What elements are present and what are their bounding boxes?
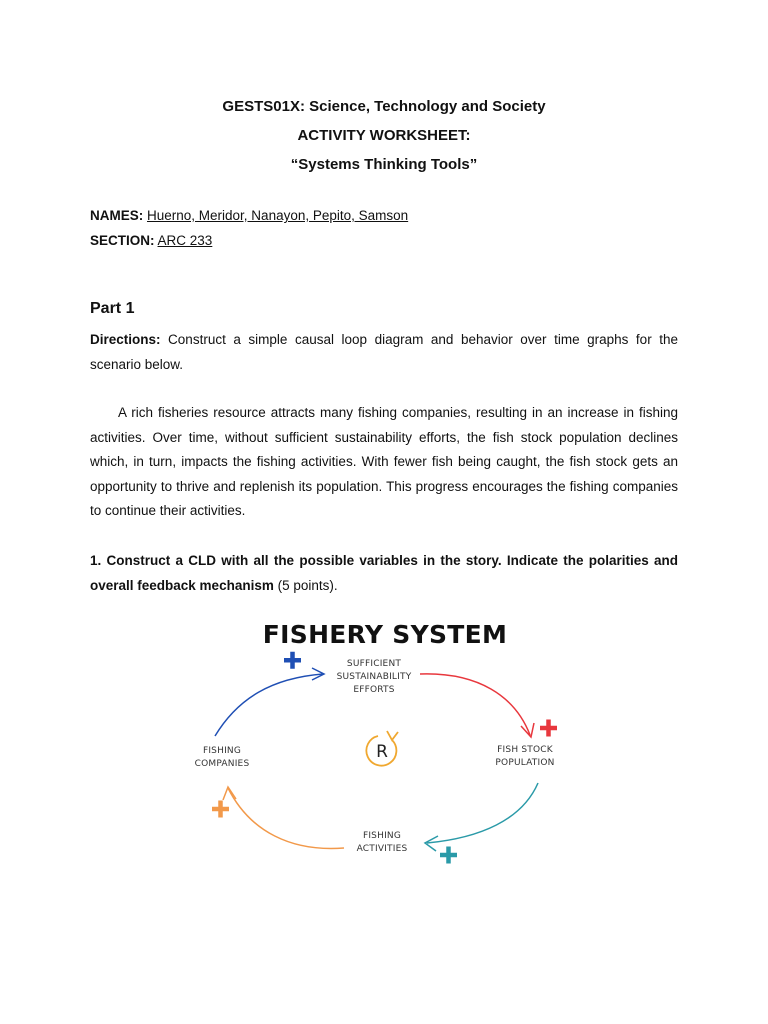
names-value: Huerno, Meridor, Nanayon, Pepito, Samson: [147, 208, 409, 223]
teal-arrow: [427, 783, 538, 843]
directions-label: Directions:: [90, 332, 161, 347]
topic-title: “Systems Thinking Tools”: [290, 156, 478, 173]
directions-text: Construct a simple causal loop diagram and behavior over time graphs for the scenario below.: [90, 332, 678, 372]
node-label: EFFORTS: [353, 685, 395, 695]
red-plus-icon: [540, 720, 557, 737]
node-label: FISHING: [202, 746, 242, 756]
names-label: NAMES:: [90, 208, 144, 223]
causal-loop-diagram: [160, 610, 610, 880]
orange-plus-icon: [212, 801, 229, 818]
orange-arrow: [228, 788, 344, 849]
question-points: (5 points).: [273, 577, 338, 593]
question-paragraph: [90, 549, 678, 598]
question-text: 1. Construct a CLD with all the possible variables in the story. Indicate the polarities and overall feedback mechanism: [90, 553, 678, 593]
node-fish-stock-population: [475, 744, 575, 770]
reinforcing-loop-icon: [366, 731, 398, 766]
worksheet-title: ACTIVITY WORKSHEET:: [297, 127, 471, 144]
node-label: SUFFICIENT: [346, 659, 402, 669]
node-label: SUSTAINABILITY: [336, 672, 412, 682]
title-block: [0, 92, 768, 179]
red-arrow: [420, 674, 530, 735]
node-label: FISHING: [362, 831, 402, 841]
section-value: ARC 233: [157, 233, 213, 248]
part-heading: Part 1: [90, 300, 135, 317]
section-row: [90, 228, 408, 253]
names-row: [90, 203, 408, 228]
blue-arrow: [215, 674, 323, 736]
course-title: GESTS01X: Science, Technology and Society: [222, 98, 546, 115]
student-info: [90, 203, 408, 253]
node-label: POPULATION: [495, 758, 555, 768]
node-label: COMPANIES: [194, 759, 250, 769]
blue-plus-icon: [284, 652, 301, 669]
node-fishing-activities: [332, 830, 432, 856]
scenario-paragraph: A rich fisheries resource attracts many fishing companies, resulting in an increase in fishing activities. Over time, without sufficient sustainability efforts, the fish stock population declines which, in turn, impacts the fishing activities. With fewer fish being caught, the fish stock gets an opportunity to thrive and replenish its population. This progress encourages the fishing companies to continue their activities.: [90, 405, 678, 518]
loop-label: R: [376, 742, 388, 762]
directions-paragraph: [90, 328, 678, 377]
teal-plus-icon: [440, 847, 457, 864]
section-label: SECTION:: [90, 233, 155, 248]
node-label: FISH STOCK: [497, 745, 553, 755]
node-label: ACTIVITIES: [356, 844, 408, 854]
node-sustainability-efforts: [324, 658, 424, 697]
diagram-title: FISHERY SYSTEM: [262, 620, 508, 649]
node-fishing-companies: [172, 745, 272, 771]
